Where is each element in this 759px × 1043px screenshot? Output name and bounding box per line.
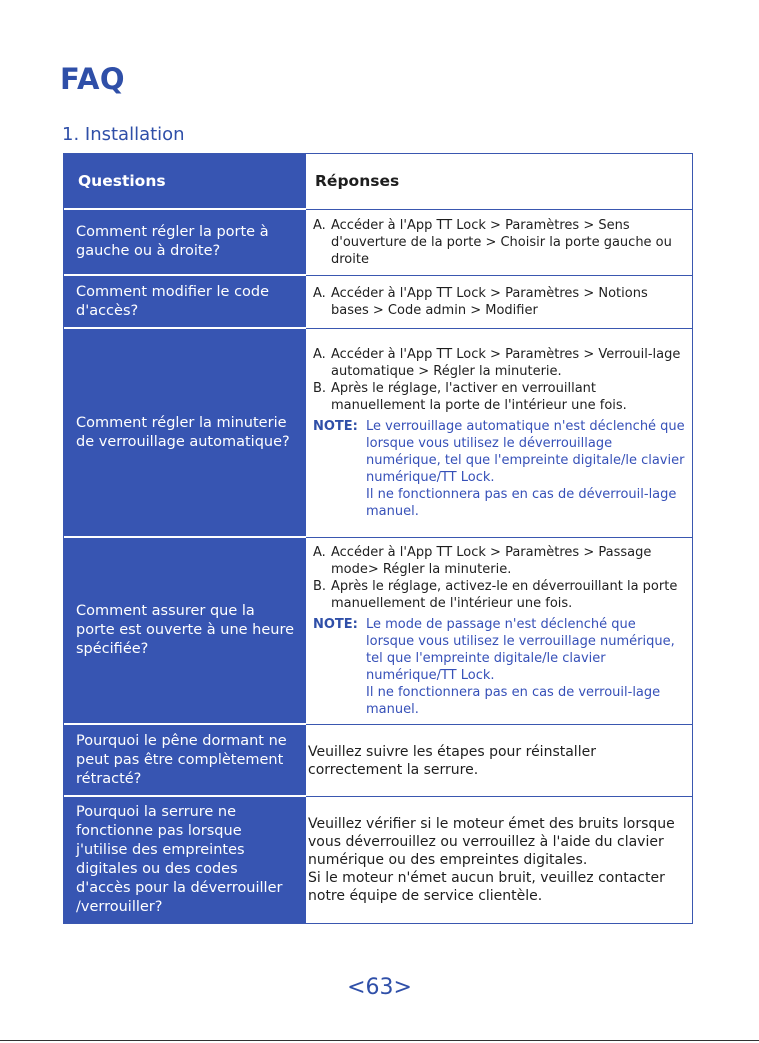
answer-step [313,285,686,319]
step-label: A. [313,218,326,233]
step-label: A. [313,286,326,301]
answer-text-2: Si le moteur n'émet aucun bruit, veuillez contacter notre équipe de service clientèle. [308,870,665,904]
step-text: Après le réglage, activez-le en déverrouillant la porte manuellement de l'intérieur une fois. [331,579,678,611]
header-questions: Questions [64,154,306,210]
note-label: NOTE: [313,419,358,434]
step-label: A. [313,545,326,560]
step-label: B. [313,381,327,396]
step-text: Accéder à l'App TT Lock > Paramètres > Passage mode> Régler la minuterie. [331,545,652,577]
step-text: Accéder à l'App TT Lock > Paramètres > Sens d'ouverture de la porte > Choisir la porte gauche ou droite [331,218,672,267]
page-title: FAQ [60,62,126,96]
faq-answer [306,276,692,329]
answer-step [313,578,686,612]
note-text-2: Il ne fonctionnera pas en cas de verrouil-lage manuel. [366,685,661,717]
step-text: Après le réglage, l'activer en verrouillant manuellement la porte de l'intérieur une fois. [331,381,627,413]
step-text: Accéder à l'App TT Lock > Paramètres > Notions bases > Code admin > Modifier [331,286,648,318]
answer-step [313,346,686,380]
faq-question: Pourquoi la serrure ne fonctionne pas lorsque j'utilise des empreintes digitales ou des codes d'accès pour la déverrouiller /verrouiller? [64,797,306,923]
faq-question: Comment assurer que la porte est ouverte à une heure spécifiée? [64,538,306,725]
note-text-2: Il ne fonctionnera pas en cas de déverrouil-lage manuel. [366,487,677,519]
faq-question: Comment régler la minuterie de verrouillage automatique? [64,329,306,538]
page-number: <63> [347,975,412,1000]
answer-text: Veuillez suivre les étapes pour réinstaller correctement la serrure. [308,743,596,778]
faq-question: Comment modifier le code d'accès? [64,276,306,329]
faq-answer [306,725,692,797]
faq-question: Pourquoi le pêne dormant ne peut pas être complètement rétracté? [64,725,306,797]
faq-question: Comment régler la porte à gauche ou à droite? [64,210,306,276]
answer-step [313,380,686,414]
note-text: Le mode de passage n'est déclenché que lorsque vous utilisez le verrouillage numérique, tel que l'empreinte digitale/le clavier numérique/TT Lock. [366,617,675,683]
faq-answer [306,538,692,725]
step-label: A. [313,347,326,362]
step-text: Accéder à l'App TT Lock > Paramètres > Verrouil-lage automatique > Régler la minuterie. [331,347,681,379]
footer-divider [0,1040,759,1041]
faq-table [63,153,693,924]
note-text: Le verrouillage automatique n'est déclenché que lorsque vous utilisez le déverrouillage numérique, tel que l'empreinte digitale/le clavier numérique/TT Lock. [366,419,685,485]
answer-step [313,544,686,578]
faq-answer [306,797,692,923]
section-title: 1. Installation [62,124,185,145]
note-label: NOTE: [313,617,358,632]
answer-note [313,418,686,520]
answer-note [313,616,686,718]
answer-step [313,217,686,268]
faq-answer [306,210,692,276]
answer-text: Veuillez vérifier si le moteur émet des bruits lorsque vous déverrouillez ou verrouillez à l'aide du clavier numérique ou des empreintes digitales. [308,816,675,868]
header-reponses: Réponses [306,154,692,210]
faq-answer [306,329,692,538]
step-label: B. [313,579,327,594]
